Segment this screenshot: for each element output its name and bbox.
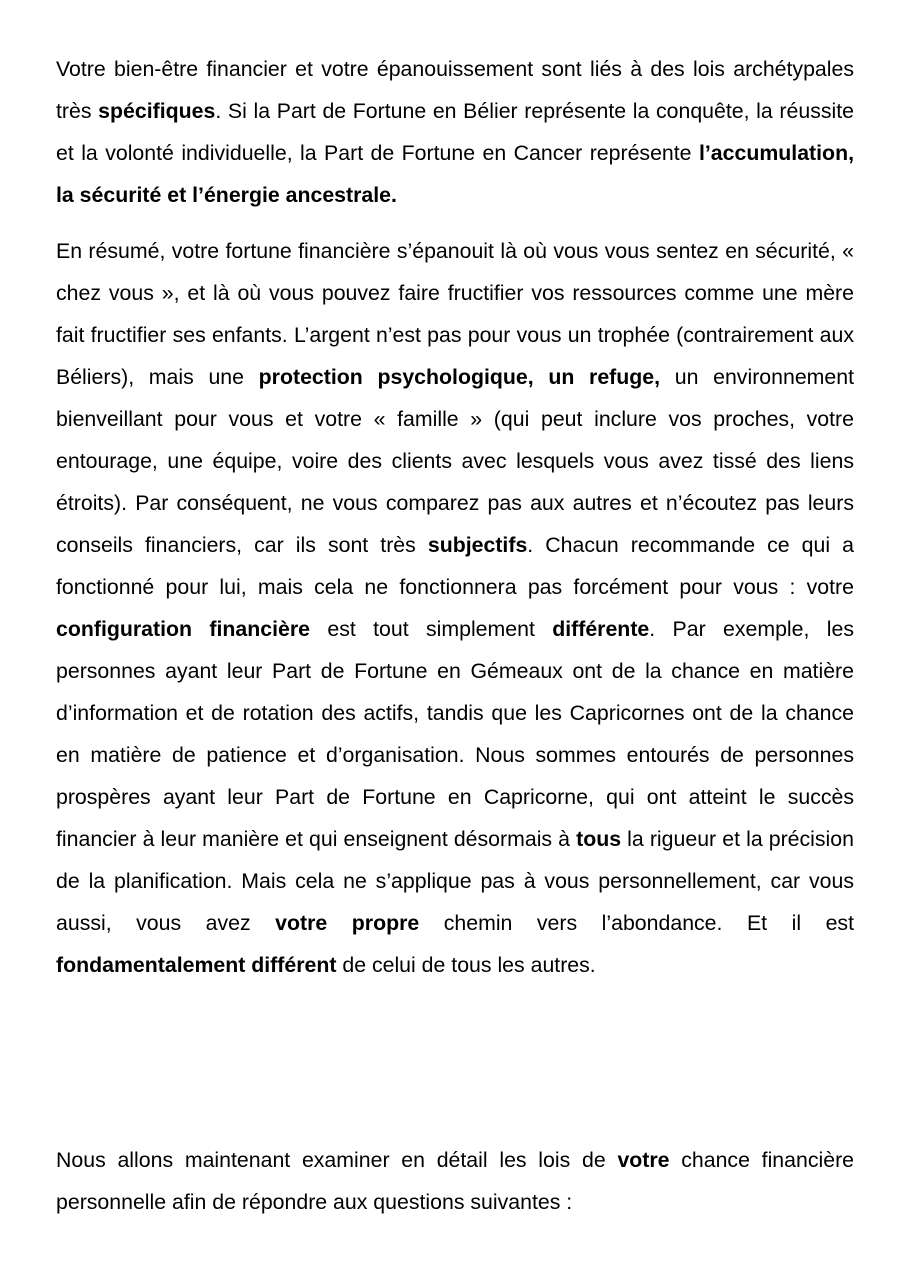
text-run: de celui de tous les autres. <box>336 953 596 977</box>
text-run: chemin vers l’abondance. Et il est <box>419 911 854 935</box>
paragraph-intro <box>56 48 854 216</box>
bold-text-run: subjectifs <box>427 533 528 557</box>
bold-text-run: différente <box>552 617 650 641</box>
text-run: . Par exemple, les personnes ayant leur Part de Fortune en Gémeaux ont de la chance en matière d’information et de rotation des actifs, tandis que les Capricornes ont de la chance en matière de patience et d’organisation. Nous sommes entourés de personnes prospères ayant leur Part de Fortune en Capricorne, qui ont atteint le succès financier à leur manière et qui enseignent désormais à <box>56 617 854 851</box>
bold-text-run: l’accumulation, la sécurité et l’énergie ancestrale. <box>56 141 854 207</box>
text-run: est tout simplement <box>310 617 553 641</box>
text-run: Votre bien-être financier et votre épanouissement sont liés à des lois archétypales très <box>56 57 854 123</box>
bold-text-run: configuration financière <box>56 617 311 641</box>
text-run: En résumé, votre fortune financière s’épanouit là où vous vous sentez en sécurité, « chez vous », et là où vous pouvez faire fructifier vos ressources comme une mère fait fructifier ses enfants. L’argent n’est pas pour vous un trophée (contrairement aux Béliers), mais une <box>56 239 854 389</box>
text-run: un environnement bienveillant pour vous et votre « famille » (qui peut inclure vos proches, votre entourage, une équipe, voire des clients avec lesquels vous avez tissé des liens étroits). Par conséquent, ne vous comparez pas aux autres et n’écoutez pas leurs conseils financiers, car ils sont très <box>56 365 855 557</box>
bold-text-run: votre <box>617 1148 670 1172</box>
bold-text-run: spécifiques <box>98 99 216 123</box>
text-run: . Si la Part de Fortune en Bélier représente la conquête, la réussite et la volonté individuelle, la Part de Fortune en Cancer représente <box>56 99 854 165</box>
text-run: Nous allons maintenant examiner en détail les lois de <box>56 1148 618 1172</box>
text-run: chance financière personnelle afin de répondre aux questions suivantes : <box>56 1148 855 1214</box>
paragraph-next-section <box>56 1139 854 1223</box>
text-run: la rigueur et la précision de la planification. Mais cela ne s’applique pas à vous personnellement, car vous aussi, vous avez <box>56 827 854 935</box>
bold-text-run: tous <box>576 827 622 851</box>
paragraph-summary <box>56 230 854 986</box>
bold-text-run: votre propre <box>275 911 420 935</box>
bold-text-run: protection psychologique, un refuge, <box>258 365 661 389</box>
bold-text-run: fondamentalement différent <box>56 953 337 977</box>
text-run: . Chacun recommande ce qui a fonctionné pour lui, mais cela ne fonctionnera pas forcément pour vous : votre <box>56 533 855 599</box>
